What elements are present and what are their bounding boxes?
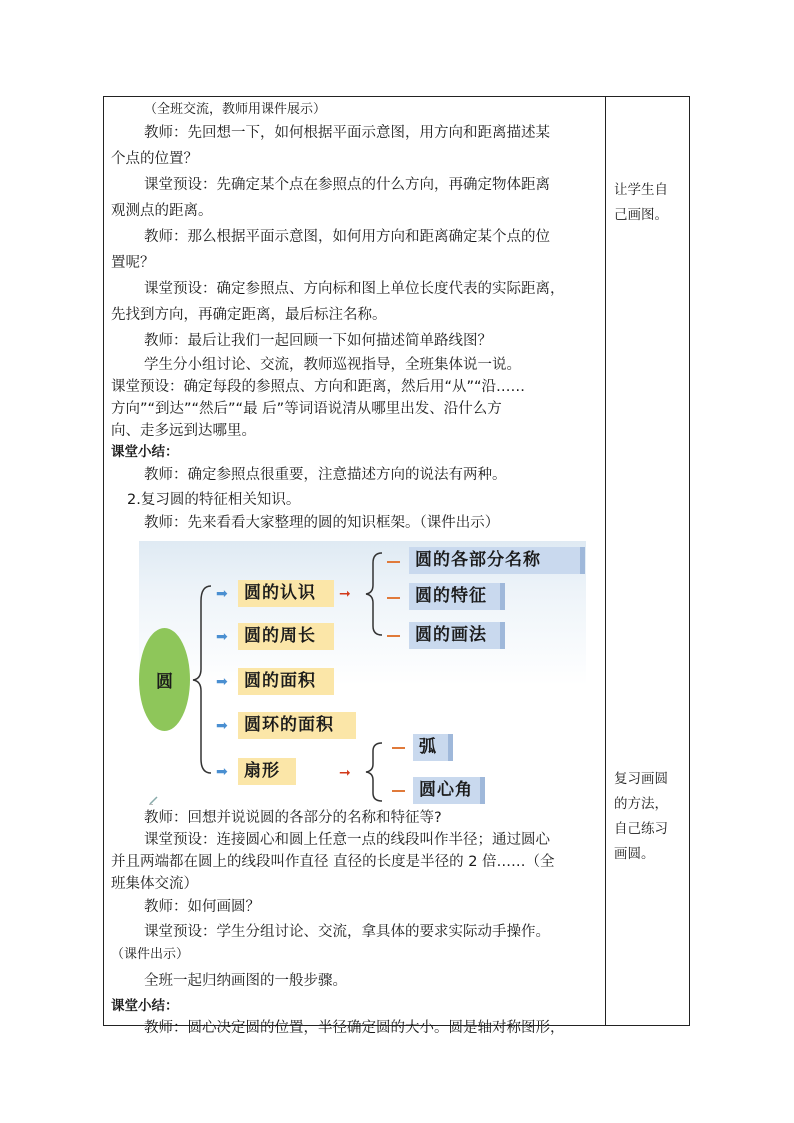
dash-line <box>387 635 400 637</box>
text-line: （课件出示） <box>111 947 190 962</box>
circle-knowledge-diagram <box>139 541 586 803</box>
text-line: 教师：如何画圆？ <box>144 899 260 915</box>
text-line: 教师：确定参照点很重要，注意描述方向的说法有两种。 <box>144 467 507 483</box>
dash-line <box>392 790 405 792</box>
text-line: 置呢？ <box>111 255 155 271</box>
text-line: 课堂预设：确定参照点、方向标和图上单位长度代表的实际距离， <box>144 281 565 297</box>
sub-box: 圆的各部分名称 <box>409 547 585 574</box>
text-line: 学生分小组讨论、交流，教师巡视指导，全班集体说一说。 <box>144 357 521 373</box>
text-line: 课堂预设：连接圆心和圆上任意一点的线段叫作半径；通过圆心 <box>144 832 550 848</box>
branch-box: 圆环的面积 <box>238 712 356 739</box>
branch-box: 圆的认识 <box>238 580 334 607</box>
dash-line <box>387 597 400 599</box>
arrow-icon: ➡ <box>216 586 228 602</box>
side-note-2 <box>614 767 684 867</box>
text-line: 教师：先回想一下，如何根据平面示意图，用方向和距离描述某 <box>144 125 550 141</box>
side-note-line: 自己练习 <box>614 821 668 837</box>
text-line: 课堂预设：学生分组讨论、交流，拿具体的要求实际动手操作。 <box>144 924 550 940</box>
text-line: 课堂预设：确定每段的参照点、方向和距离，然后用“从”“沿…… <box>111 379 526 395</box>
text-line: 2.复习圆的特征相关知识。 <box>127 492 301 508</box>
main-column-lower <box>111 807 603 1040</box>
side-note-line: 的方法， <box>614 796 668 812</box>
side-note-line: 复习画圆 <box>614 771 668 787</box>
pencil-icon <box>148 795 160 805</box>
text-line: 教师：回想并说说圆的各部分的名称和特征等? <box>144 810 442 826</box>
text-line: 教师：那么根据平面示意图，如何用方向和距离确定某个点的位 <box>144 229 550 245</box>
sub-box: 圆的特征 <box>409 583 505 610</box>
text-line: 并且两端都在圆上的线段叫作直径 直径的长度是半径的 2 倍……（全 <box>111 854 555 870</box>
section-heading: 课堂小结： <box>111 444 179 460</box>
text-line: 课堂预设：先确定某个点在参照点的什么方向，再确定物体距离 <box>144 177 550 193</box>
text-line: （全班交流，教师用课件展示） <box>144 102 327 117</box>
column-divider <box>605 96 606 1026</box>
text-line: 观测点的距离。 <box>111 203 213 219</box>
text-line: 教师：先来看看大家整理的圆的知识框架。（课件出示） <box>144 515 500 531</box>
dash-line <box>392 747 405 749</box>
text-line: 方向”“到达”“然后”“最 后”等词语说清从哪里出发、沿什么方 <box>111 401 502 417</box>
sub-box: 圆心角 <box>413 777 485 804</box>
sub-box: 弧 <box>413 734 453 761</box>
text-line: 向、走多远到达哪里。 <box>111 423 256 439</box>
arrow-icon: ➡ <box>216 629 228 645</box>
branch-box: 圆的面积 <box>238 668 334 695</box>
text-line: 班集体交流） <box>111 876 198 892</box>
text-line: 教师：圆心决定圆的位置，半径确定圆的大小。圆是轴对称图形， <box>144 1020 565 1036</box>
branch-box: 圆的周长 <box>238 623 334 650</box>
arrow-icon: ➡ <box>216 764 228 780</box>
text-line: 个点的位置？ <box>111 151 198 167</box>
side-note-line: 己画图。 <box>614 207 668 223</box>
dash-line <box>387 561 400 563</box>
arrow-icon: ➞ <box>339 765 351 781</box>
arrow-icon: ➞ <box>339 586 351 602</box>
main-column <box>111 100 603 534</box>
side-note-line: 让学生自 <box>614 182 668 198</box>
sub-box: 圆的画法 <box>409 622 505 649</box>
diagram-root: 圆 <box>139 628 190 731</box>
section-heading: 课堂小结： <box>111 998 179 1014</box>
text-line: 全班一起归纳画图的一般步骤。 <box>144 973 347 989</box>
side-note-line: 画圆。 <box>614 846 655 862</box>
brace-lines <box>139 541 586 803</box>
text-line: 先找到方向，再确定距离，最后标注名称。 <box>111 307 387 323</box>
branch-box: 扇形 <box>238 758 296 785</box>
arrow-icon: ➡ <box>216 718 228 734</box>
text-line: 教师：最后让我们一起回顾一下如何描述简单路线图？ <box>144 333 492 349</box>
arrow-icon: ➡ <box>216 674 228 690</box>
side-note-1 <box>614 178 684 228</box>
